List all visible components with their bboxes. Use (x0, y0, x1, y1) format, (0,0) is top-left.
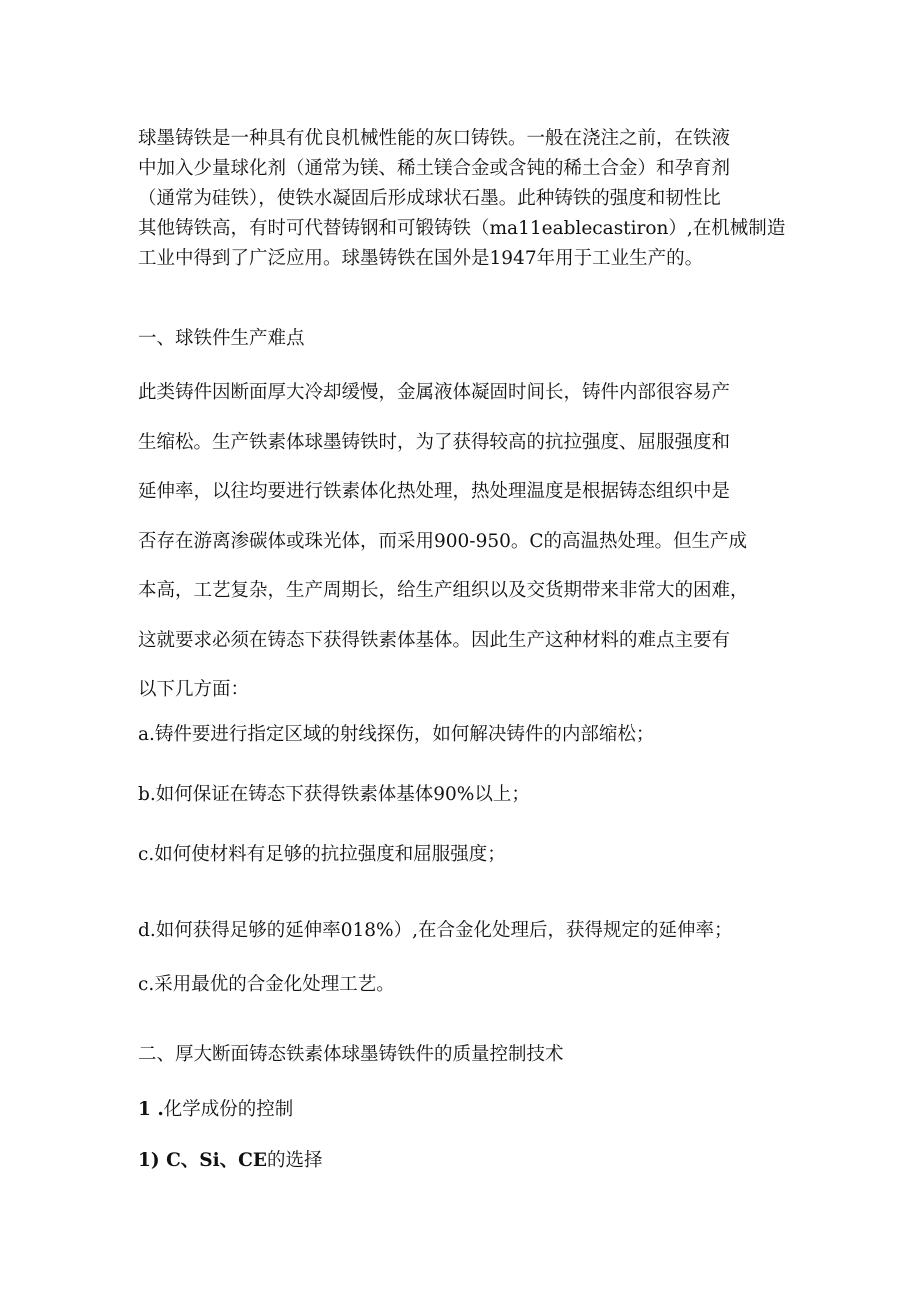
subheading-2 (138, 1146, 788, 1172)
subheading-1 (138, 1095, 788, 1121)
subheading-2-text: 的选择 (267, 1150, 323, 1171)
paragraph-line: 以下几方面： (138, 679, 250, 700)
list-item: b.如何保证在铸态下获得铁素体基体90%以上； (138, 784, 530, 805)
list-item: a.铸件要进行指定区域的射线探伤，如何解决铸件的内部缩松； (138, 724, 655, 745)
paragraph-line: 生缩松。生产铁素体球墨铸铁时，为了获得较高的抗拉强度、屈服强度和 (138, 431, 731, 453)
list-item: c.如何使材料有足够的抗拉强度和屈服强度； (138, 844, 506, 865)
intro-line: 其他铸铁高，有时可代替铸钢和可锻铸铁（ma11eablecastiron）,在机械制造 (138, 218, 786, 239)
paragraph-line: 这就要求必须在铸态下获得铁素体基体。因此生产这种材料的难点主要有 (138, 629, 731, 651)
subheading-1-number: 1 . (138, 1099, 164, 1120)
subheading-1-text: 化学成份的控制 (163, 1099, 294, 1120)
section-1-paragraph (138, 368, 788, 715)
paragraph-line: 否存在游离渗碳体或珠光体，而采用900-950。C的高温热处理。但生产成 (138, 530, 748, 552)
intro-paragraph (138, 124, 788, 274)
intro-line: 球墨铸铁是一种具有优良机械性能的灰口铸铁。一般在浇注之前，在铁液 (138, 128, 731, 149)
section-2-heading: 二、厚大断面铸态铁素体球墨铸铁件的质量控制技术 (138, 1044, 564, 1065)
paragraph-line: 本高，工艺复杂，生产周期长，给生产组织以及交货期带来非常大的困难， (138, 580, 749, 601)
section-1-heading: 一、球铁件生产难点 (138, 328, 305, 349)
list-item: c.采用最优的合金化处理工艺。 (138, 974, 395, 995)
intro-line: 中加入少量球化剂（通常为镁、稀土镁合金或含钝的稀土合金）和孕育剂 (138, 158, 731, 179)
list-item: d.如何获得足够的延伸率018%）,在合金化处理后，获得规定的延伸率； (138, 920, 733, 941)
paragraph-line: 此类铸件因断面厚大冷却缓慢，金属液体凝固时间长，铸件内部很容易产 (138, 382, 731, 403)
paragraph-line: 延伸率，以往均要进行铁素体化热处理，热处理温度是根据铸态组织中是 (138, 481, 731, 502)
subheading-2-number: 1) C、Si、CE (138, 1150, 268, 1171)
intro-line: （通常为硅铁），使铁水凝固后形成球状石墨。此种铸铁的强度和韧性比 (138, 188, 721, 209)
intro-line: 工业中得到了广泛应用。球墨铸铁在国外是1947年用于工业生产的。 (138, 248, 704, 269)
